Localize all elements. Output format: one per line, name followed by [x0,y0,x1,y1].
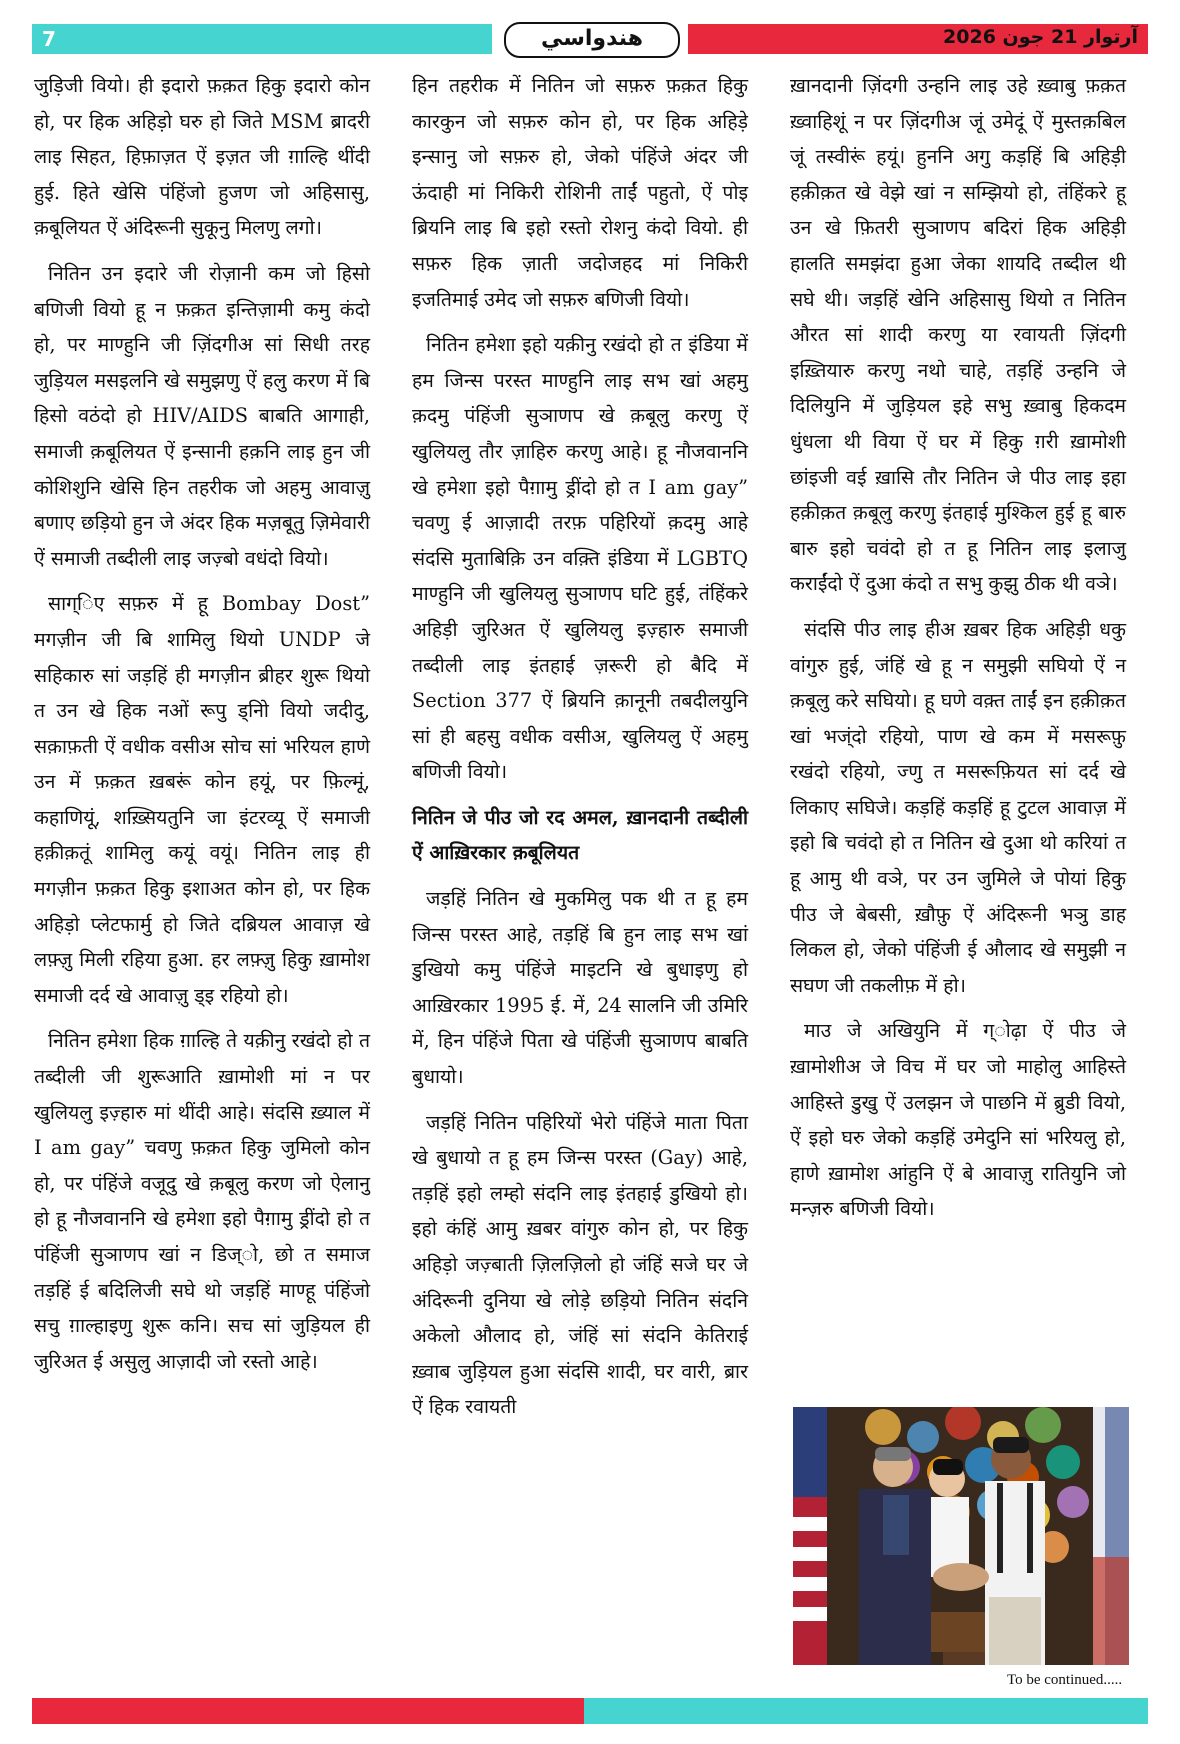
issue-date: آرتوار 21 جون 2026 [943,26,1138,48]
paragraph: नितिन हमेशा इहो यक़ीनु रखंदो हो त इंडिया में हम जिन्स परस्त माण्हुनि लाइ सभ खां अहमु क़दमु पंहिंजी सुञाणप खे क़बूलु करणु ऐं खुलियलु तौर ज़ाहिरु करणु आहे। हू नौजवाननि खे हमेशा इहो पैग़ामु ड्रींदो हो त I am gay” चवणु ई आज़ादी तरफ़ पहिरियों क़दमु आहे संदसि मुताबिक़ि उन वक़्ति इंडिया में LGBTQ माण्हुनि जी खुलियलु सुञाणप घटि हुई, तंहिंकरे अहिड़ी जुरिअत ऐं खुलियलु इज़्हारु समाजी तब्दीली लाइ इंतहाई ज़रूरी हो बैदि में Section 377 ऐं ब्रियनि क़ानूनी तबदीलयुनि सां ही बहसु वधीक वसीअ, खुलियलु ऐं अहमु बणिजी वियो। [412,333,748,784]
paragraph: जड़हिं नितिन पहिरियों भेरो पंहिंजे माता पिता खे बुधायो त हू हम जिन्स परस्त (Gay) आहे, तड़हिं इहो लम्हो संदनि लाइ इंतहाई डुखियो हो। इहो कंहिं आमु ख़बर वांगुरु कोन हो, पर हिकु अहिड़ो जज़्बाती ज़िलज़िलो हो जंहिं सजे घर जे अंदिरूनी दुनिया खे लोड़े छड़ियो नितिन संदनि अकेलो औलाद हो, जंहिं सां संदनि केतिराई ख़्वाब जुड़ियल हुआ संदसि शादी, घर वारी, ब्रार ऐं हिक रवायती [412,1110,748,1419]
header-bar-left [32,24,492,54]
footer-bar-left [32,1698,584,1724]
page-header [32,24,1148,54]
paragraph: जुड़िजी वियो। ही इदारो फ़क़त हिकु इदारो कोन हो, पर हिक अहिड़ो घरु हो जिते MSM ब्रादरी लाइ सिहत, हिफ़ाज़त ऐं इज़त जी ग़ाल्हि थींदी हुई. हिते खेसि पंहिंजो हुजण जो अहिसासु, क़बूलियत ऐं अंदिरूनी सुकूनु मिलणु लगो। [34,74,370,240]
photo-caption: To be continued..... [1007,1672,1123,1688]
paragraph: हिन तहरीक में नितिन जो सफ़रु फ़क़त हिकु कारकुन जो सफ़रु कोन हो, पर हिक अहिड़े इन्सानु जो सफ़रु हो, जेको पंहिंजे अंदर जी ऊंदाही मां निकिरी रोशिनी ताईं पहुतो, ऐं पोइ ब्रियनि लाइ बि इहो रस्तो रोशनु कंदो वियो. ही सफ़रु हिक ज़ाती जदोजहद मां निकिरी इजतिमाई उमेद जो सफ़रु बणिजी वियो। [412,74,748,311]
article-column-2 [412,68,748,1435]
paragraph: संदसि पीउ लाइ हीअ ख़बर हिक अहिड़ी धकु वांगुरु हुई, जंहिं खे हू न समुझी सघियो ऐं न क़बूलु करे सघियो। हू घणे वक़्त ताईं इन हक़ीक़त खां भज्ंदो रहियो, पाण खे कम में मसरूफ़ु रखंदो रहियो, ज्णु त मसरूफ़ियत सां दर्द खे लिकाए सघिजे। कड़हिं कड़हिं हू टुटल आवाज़ में इहो बि चवंदो हो त नितिन खे दुआ थो करियां त हू आमु थी वञे, पर उन जुमिले जे पोयां हिकु पीउ जे बेबसी, ख़ौफ़ु ऐं अंदिरूनी भञु डाह लिकल हो, जेको पंहिंजी ई औलाद खे समुझी न सघण जी तकलीफ़ में हो। [790,617,1126,997]
wedding-photo-illustration [793,1407,1129,1665]
paragraph: नितिन हमेशा हिक ग़ाल्हि ते यक़ीनु रखंदो हो त तब्दीली जी शुरूआति ख़ामोशी मां न पर खुलियलु इज़्हारु मां थींदी आहे। संदसि ख़्याल में I am gay” चवणु फ़क़त हिकु जुमिलो कोन हो, पर पंहिंजे वजूदु खे क़बूलु करण जो ऐलानु हो हू नौजवाननि खे हमेशा इहो पैग़ामु ड्रींदो हो त पंहिंजी सुञाणप खां न डिज्ो, छो त समाज तड़हिं ई बदिलिजी सघे थो जड़हिं माण्हू पंहिंजो सचु ग़ाल्हाइणु शुरू कनि। सच सां जुड़ियल ही जुरिअत ई असुलु आज़ादी जो रस्तो आहे। [34,1029,370,1373]
newspaper-masthead: هندواسي [504,22,680,58]
paragraph: माउ जे अखियुनि में ग्ोढ़ा ऐं पीउ जे ख़ामोशीअ जे विच में घर जो माहोलु आहिस्ते आहिस्ते डुखु ऐं उलझन जे पाछनि में ब्रुडी वियो, ऐं इहो घरु जेको कड़हिं उमेदुनि सां भरियलु हो, हाणे ख़ामोश आंहुनि ऐं बे आवाज़ु रातियुनि जो मन्ज़रु बणिजी वियो। [790,1019,1126,1221]
paragraph: नितिन उन इदारे जी रोज़ानी कम जो हिसो बणिजी वियो हू न फ़क़त इन्तिज़ामी कमु कंदो हो, पर माण्हुनि जी ज़िंदगीअ सां सिधी तरह जुड़ियल मसइलनि खे समुझणु ऐं हलु करण में बि हिसो वठंदो हो HIV/AIDS बाबति आगाही, समाजी क़बूलियत ऐं इन्सानी हक़नि लाइ हुन जी कोशिशुनि खेसि हिन तहरीक जो अहमु आवाज़ु बणाए छड़ियो हुन जे अंदर हिक मज़बूतु ज़िमेवारी ऐं समाजी तब्दीली लाइ जज़्बो वधंदो वियो। [34,261,370,570]
article-column-3 [790,68,1126,1237]
paragraph: साग्िए सफ़रु में हू Bombay Dost” मगज़ीन जी बि शामिलु थियो UNDP जे सहिकारु सां जड़हिं ही मगज़ीन ब्रीहर शुरू थियो त उन खे हिक नओं रूपु ड्निो वियो जदीदु, सक़ाफ़ती ऐं वधीक वसीअ सोच सां भरियल हाणे उन में फ़क़त ख़बरूं कोन हयूं, पर फ़िल्मूं, कहाणियूं, शख़्सियतुनि जा इंटरव्यू ऐं समाजी हक़ीक़तूं शामिलु कयूं वयूं। नितिन लाइ ही मगज़ीन फ़क़त हिकु इशाअत कोन हो, पर हिक अहिड़ो प्लेटफार्मु हो जिते दब्रियल आवाज़ खे लफ़्ज़ु मिली रहिया हुआ. हर लफ़्ज़ु हिकु ख़ामोश समाजी दर्द खे आवाज़ु ड्इ रहियो हो। [34,592,370,1007]
article-column-1 [34,68,370,1389]
paragraph: जड़हिं नितिन खे मुकमिलु पक थी त हू हम जिन्स परस्त आहे, तड़हिं बि हुन लाइ सभ खां डुखियो कमु पंहिंजे माइटनि खे बुधाइणु हो आख़िरकार 1995 ई. में, 24 सालनि जी उमिरि में, हिन पंहिंजे पिता खे पंहिंजी सुञाणप बाबति बुधायो। [412,887,748,1089]
section-heading: नितिन जे पीउ जो रद अमल, ख़ानदानी तब्दीली ऐं आख़िरकार क़बूलियत [412,805,748,865]
wedding-photo [793,1407,1129,1665]
page-footer [32,1698,1148,1724]
footer-bar-right [584,1698,1148,1724]
paragraph: ख़ानदानी ज़िंदगी उन्हनि लाइ उहे ख़्वाबु फ़क़त ख़्वाहिशूं न पर ज़िंदगीअ जूं उमेदूं ऐं मुस्तक़बिल जूं तस्वीरूं हयूं। हुननि अगु कड़हिं बि अहिड़ी हक़ीक़त खे वेझे खां न सम्झियो हो, तंहिंकरे हू उन खे फ़ितरी सुञाणप बदिरां हिक अहिड़ी हालति समझंदा हुआ जेका शायदि तब्दील थी सघे थी। जड़हिं खेनि अहिसासु थियो त नितिन औरत सां शादी करणु या रवायती ज़िंदगी इख़्तियारु करणु नथो चाहे, तड़हिं उन्हनि जे दिलियुनि में जुड़ियल इहे सभु ख़्वाबु हिकदम धुंधला थी विया ऐं घर में हिकु ग़री ख़ामोशी छांइजी वई ख़ासि तौर नितिन जे पीउ लाइ इहा हक़ीक़त क़बूलु करणु इंतहाई मुश्किल हुई हू बारु बारु इहो चवंदो हो त हू नितिन लाइ इलाजु कराईंदो ऐं दुआ कंदो त सभु कुझु ठीक थी वञे। [790,74,1126,596]
page-number: 7 [42,27,56,51]
